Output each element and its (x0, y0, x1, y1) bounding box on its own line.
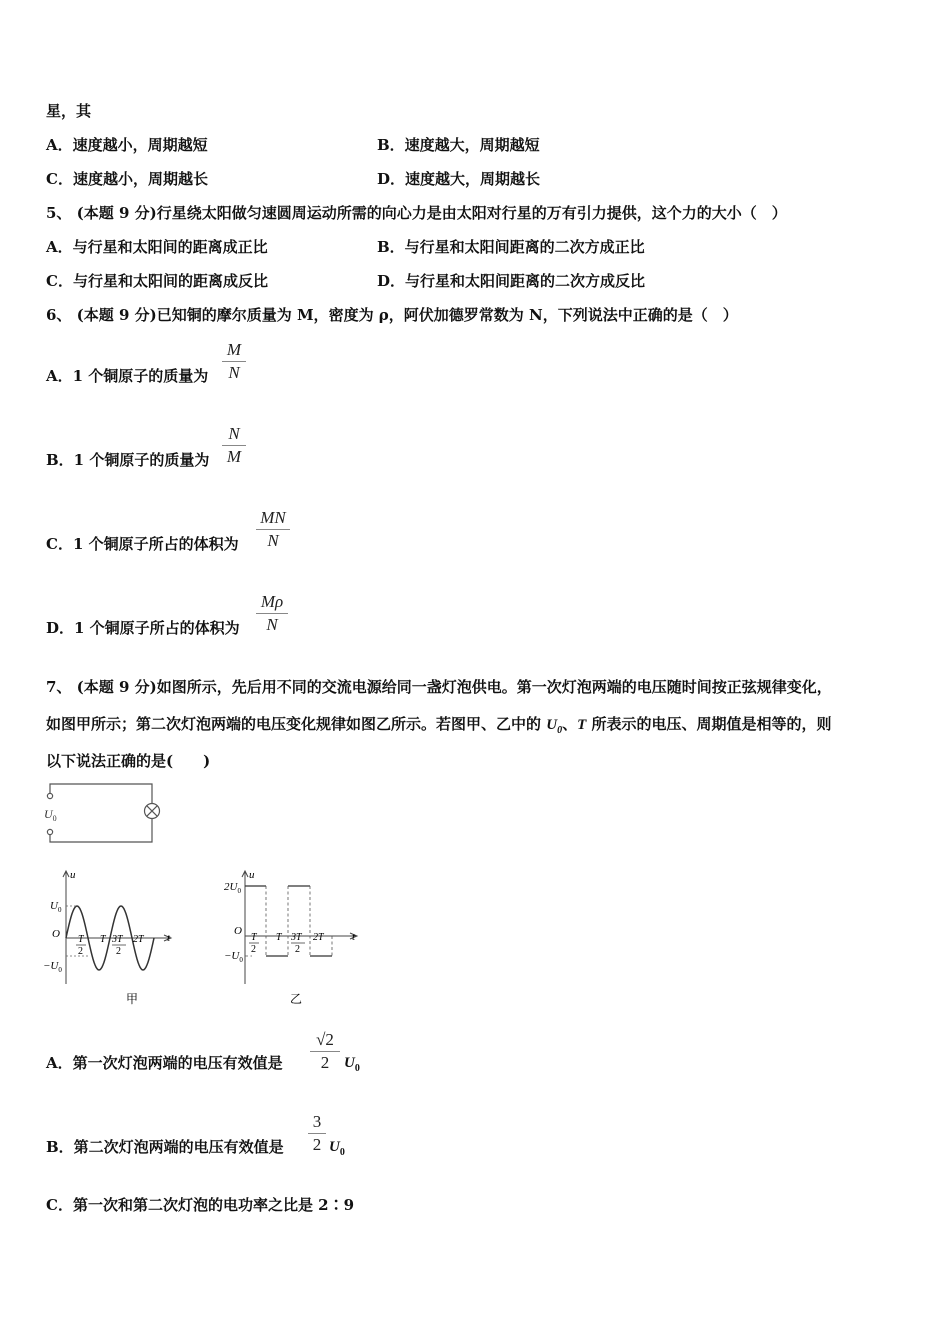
q7-stem-line2-c: 所表示的电压、周期值是相等的，则 (586, 715, 832, 733)
q4-option-d[interactable]: D．速度越大，周期越长 (377, 170, 541, 188)
q7-stem-line2-a: 如图甲所示；第二次灯泡两端的电压变化规律如图乙所示。若图甲、乙中的 (46, 715, 547, 733)
fraction-denominator: 2 (320, 1053, 330, 1072)
q7-stem-line1: 7、 (本题 9 分)如图所示，先后用不同的交流电源给同一盏灯泡供电。第一次灯泡两端的电压随时间按正弦规律变化， (46, 678, 832, 696)
graph-yi-neg-u0: $-U_0$ (224, 950, 243, 964)
q5-option-b[interactable]: B．与行星和太阳间距离的二次方成正比 (377, 238, 645, 256)
graph-yi-2t: 2T (313, 932, 324, 943)
graph-jia-origin: O (52, 928, 60, 940)
fraction-numerator: Mρ (260, 592, 284, 611)
q6-option-a[interactable]: A．1 个铜原子的质量为 (46, 367, 209, 385)
circuit-diagram (40, 776, 165, 848)
q5-stem: 5、 (本题 9 分)行星绕太阳做匀速圆周运动所需的向心力是由太阳对行星的万有引力提供，这个力的大小（ ） (46, 204, 787, 222)
fraction-denominator: 2 (312, 1135, 322, 1154)
q6-option-b-fraction (222, 423, 246, 468)
q4-stem-tail: 星，其 (46, 102, 92, 120)
q4-option-a[interactable]: A．速度越小，周期越短 (46, 136, 208, 154)
graph-jia-u0: $U_0$ (50, 900, 62, 914)
q7-option-b-text: B．第二次灯泡两端的电压有效值是 (46, 1138, 284, 1156)
graph-yi-t-half-num: T (251, 932, 257, 943)
graph-jia-t-half-den: 2 (78, 946, 83, 957)
q7-stem-line2-b: 、 (562, 715, 578, 733)
fraction-numerator: 3 (312, 1112, 322, 1131)
q7-option-b-unit: $U_0$ (329, 1139, 345, 1158)
fraction-denominator: M (226, 447, 242, 466)
graph-jia-t-half-num: T (78, 934, 84, 945)
q7-stem-line2 (46, 714, 832, 741)
graph-yi-origin: O (234, 925, 242, 937)
graph-yi-t-label: t (352, 931, 356, 943)
graph-jia-3t-den: 2 (116, 946, 121, 957)
q7-option-b[interactable] (46, 1137, 284, 1157)
graph-yi (222, 866, 367, 1011)
q6-option-d-fraction (256, 591, 288, 636)
circuit-label-u0: $U_0$ (44, 807, 57, 823)
graph-jia-2t: 2T (133, 934, 144, 945)
graph-jia (40, 866, 190, 1011)
graph-yi-3t-num: 3T (291, 932, 302, 943)
q7-option-a-text: A．第一次灯泡两端的电压有效值是 (46, 1054, 283, 1072)
graph-yi-3t-den: 2 (295, 944, 300, 955)
graph-jia-t-label: t (167, 932, 171, 944)
q6-stem: 6、 (本题 9 分)已知铜的摩尔质量为 M，密度为 ρ，阿伏加德罗常数为 N，下列说法中正确的是（ ） (46, 306, 738, 324)
fraction-numerator: MN (260, 508, 286, 527)
q5-option-a[interactable]: A．与行星和太阳间的距离成正比 (46, 238, 268, 256)
q7-option-a-unit: $U_0$ (344, 1055, 360, 1074)
graph-jia-caption: 甲 (126, 992, 139, 1006)
graph-yi-caption: 乙 (290, 992, 303, 1006)
q5-option-c[interactable]: C．与行星和太阳间的距离成反比 (46, 272, 268, 290)
graph-yi-2u0: $2U_0$ (224, 881, 241, 895)
fraction-numerator: M (226, 340, 242, 359)
q6-option-d[interactable]: D．1 个铜原子所占的体积为 (46, 619, 240, 637)
graph-yi-t: T (276, 932, 282, 943)
q7-option-b-fraction (308, 1111, 326, 1156)
q7-option-a-fraction (310, 1029, 340, 1074)
q6-option-c-fraction (256, 507, 290, 552)
q7-option-c[interactable]: C．第一次和第二次灯泡的电功率之比是 2∶9 (46, 1196, 355, 1214)
q7-stem-t: T (577, 717, 587, 733)
q7-stem-u0: $U_0$ (546, 717, 563, 736)
q7-stem-line3: 以下说法正确的是( ) (46, 752, 211, 770)
fraction-denominator: N (228, 363, 240, 382)
fraction-denominator: N (267, 531, 279, 550)
graph-jia-neg-u0: $-U_0$ (43, 960, 62, 974)
q6-option-b[interactable]: B．1 个铜原子的质量为 (46, 451, 210, 469)
graph-jia-t: T (100, 934, 106, 945)
graph-jia-3t-num: 3T (112, 934, 123, 945)
q6-option-c[interactable]: C．1 个铜原子所占的体积为 (46, 535, 239, 553)
fraction-denominator: N (266, 615, 278, 634)
q4-option-c[interactable]: C．速度越小，周期越长 (46, 170, 208, 188)
graph-yi-t-half-den: 2 (251, 944, 256, 955)
graph-yi-u-label: u (249, 869, 255, 881)
q4-option-b[interactable]: B．速度越大，周期越短 (377, 136, 540, 154)
fraction-numerator: N (228, 424, 240, 443)
fraction-numerator: √2 (316, 1030, 334, 1049)
graph-jia-u-label: u (70, 869, 76, 881)
q6-option-a-fraction (222, 339, 246, 384)
q5-option-d[interactable]: D．与行星和太阳间距离的二次方成反比 (377, 272, 646, 290)
q7-option-a[interactable] (46, 1053, 283, 1073)
